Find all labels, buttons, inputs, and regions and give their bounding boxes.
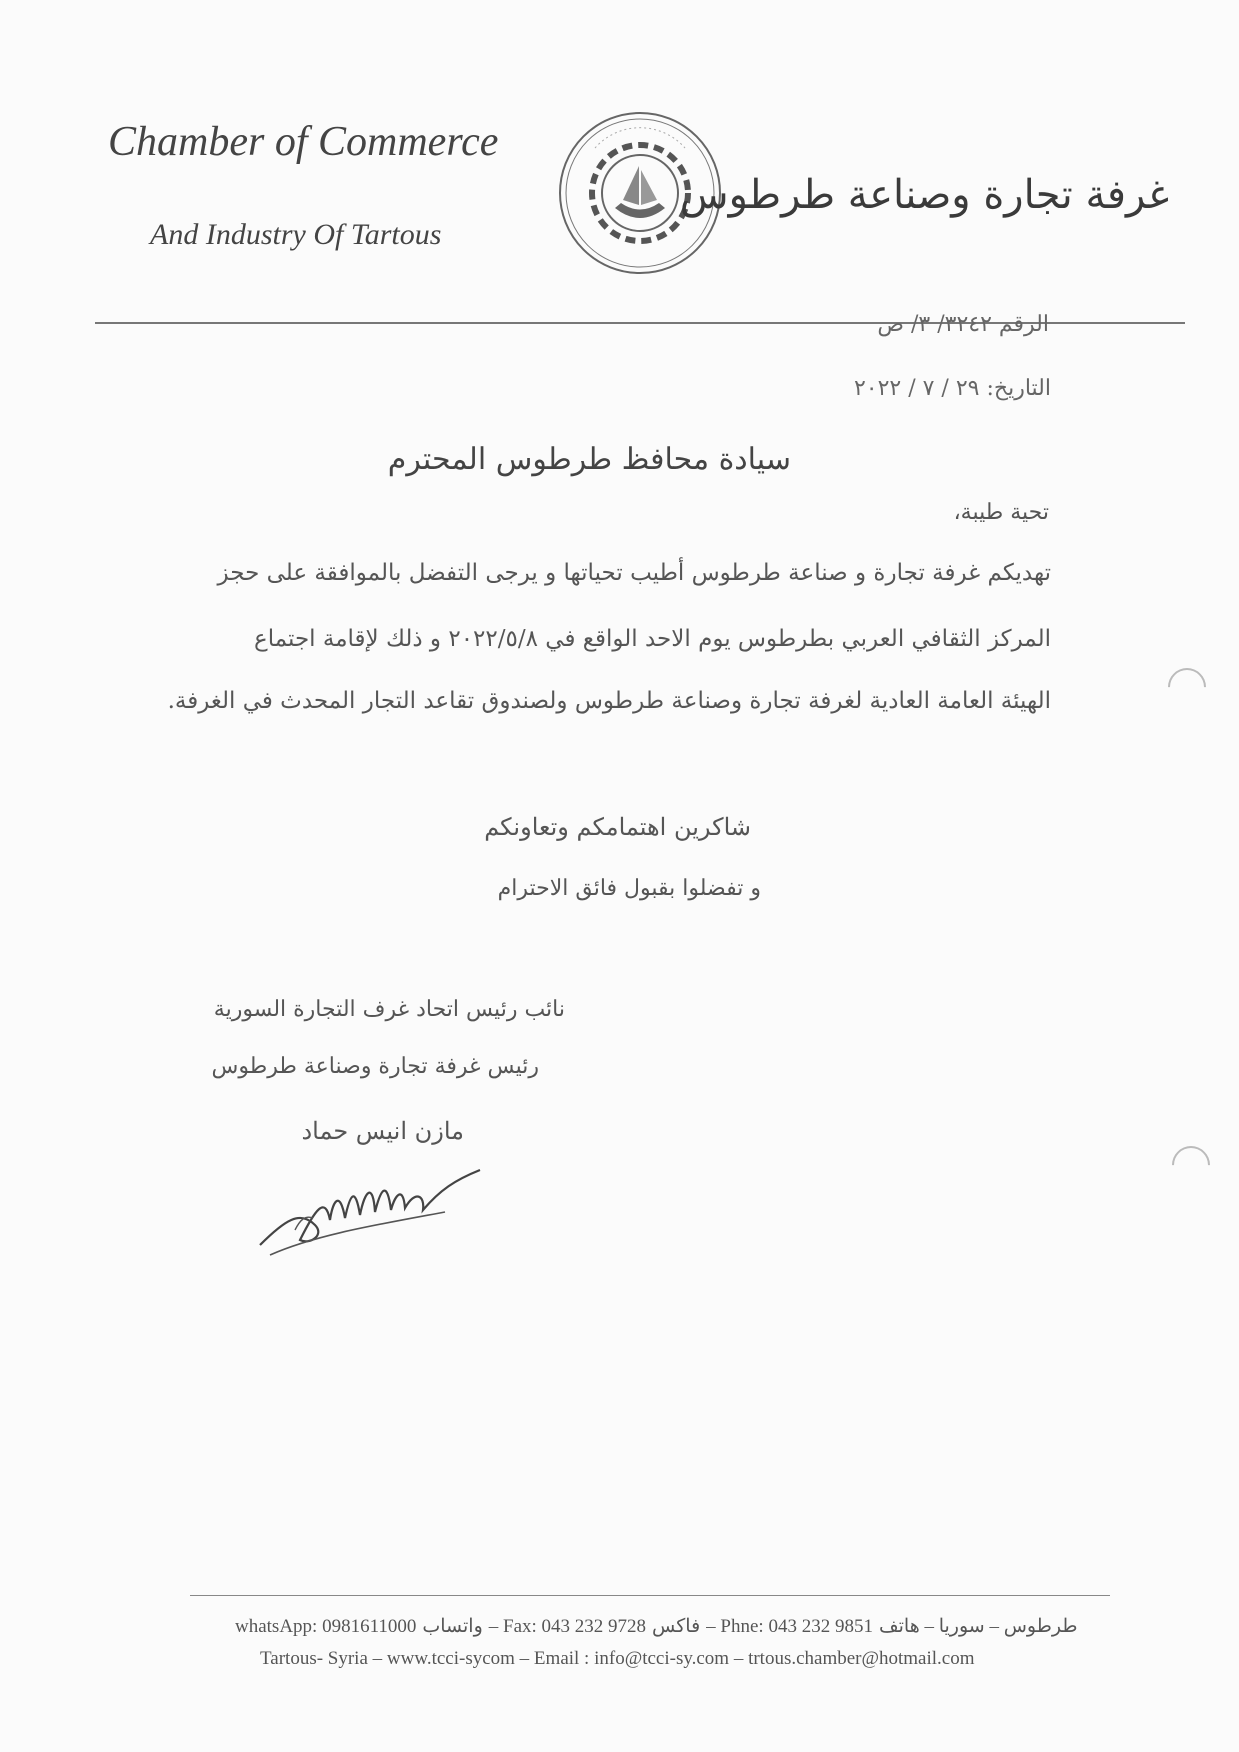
punch-hole-mark [1160,660,1214,714]
greeting: تحية طيبة، [953,500,1049,525]
footer-contact-line-2: Tartous- Syria – www.tcci-sycom – Email : info@tcci-sy.com – trtous.chamber@hotmail.com [260,1648,975,1669]
reference-number: الرقم ٣٢٤٢/ ٣/ ص [877,312,1049,337]
footer-fax-ar: فاكس [652,1616,701,1637]
english-chamber-subtitle: And Industry Of Tartous [150,218,442,251]
handwritten-signature [255,1150,485,1260]
closing-thanks: شاكرين اهتمامكم وتعاونكم [484,813,751,841]
footer-whatsapp-ar: واتساب [422,1616,483,1637]
signatory-title-2: رئيس غرفة تجارة وصناعة طرطوس [211,1054,539,1079]
footer-contact-line-1: whatsApp: 0981611000 واتساب – Fax: 043 232 9728 فاكس – Phne: 043 232 9851 طرطوس – سوريا – هاتف [235,1616,1078,1637]
footer-whatsapp: whatsApp: 0981611000 [235,1616,417,1637]
body-line-3: الهيئة العامة العادية لغرفة تجارة وصناعة طرطوس ولصندوق تقاعد التجار المحدث في الغرفة. [167,688,1051,714]
addressee: سيادة محافظ طرطوس المحترم [387,442,791,477]
footer-fax: Fax: 043 232 9728 [503,1616,647,1637]
punch-hole-mark [1164,1138,1218,1192]
english-chamber-title: Chamber of Commerce [108,119,499,165]
body-line-2: المركز الثقافي العربي بطرطوس يوم الاحد الواقع في ٢٠٢٢/٥/٨ و ذلك لإقامة اجتماع [254,626,1051,652]
signatory-title-1: نائب رئيس اتحاد غرف التجارة السورية [213,997,565,1022]
closing-regards: و تفضلوا بقبول فائق الاحترام [497,876,761,901]
footer-divider [190,1595,1110,1596]
arabic-chamber-title: غرفة تجارة وصناعة طرطوس [679,172,1169,218]
body-line-1: تهديكم غرفة تجارة و صناعة طرطوس أطيب تحياتها و يرجى التفضل بالموافقة على حجز [217,560,1051,586]
signatory-name: مازن انيس حماد [301,1117,464,1145]
footer-phone: Phne: 043 232 9851 [720,1616,873,1637]
letter-date: التاريخ: ٢٩ / ٧ / ٢٠٢٢ [853,376,1051,401]
footer-location-ar: طرطوس – سوريا – هاتف [878,1616,1078,1637]
